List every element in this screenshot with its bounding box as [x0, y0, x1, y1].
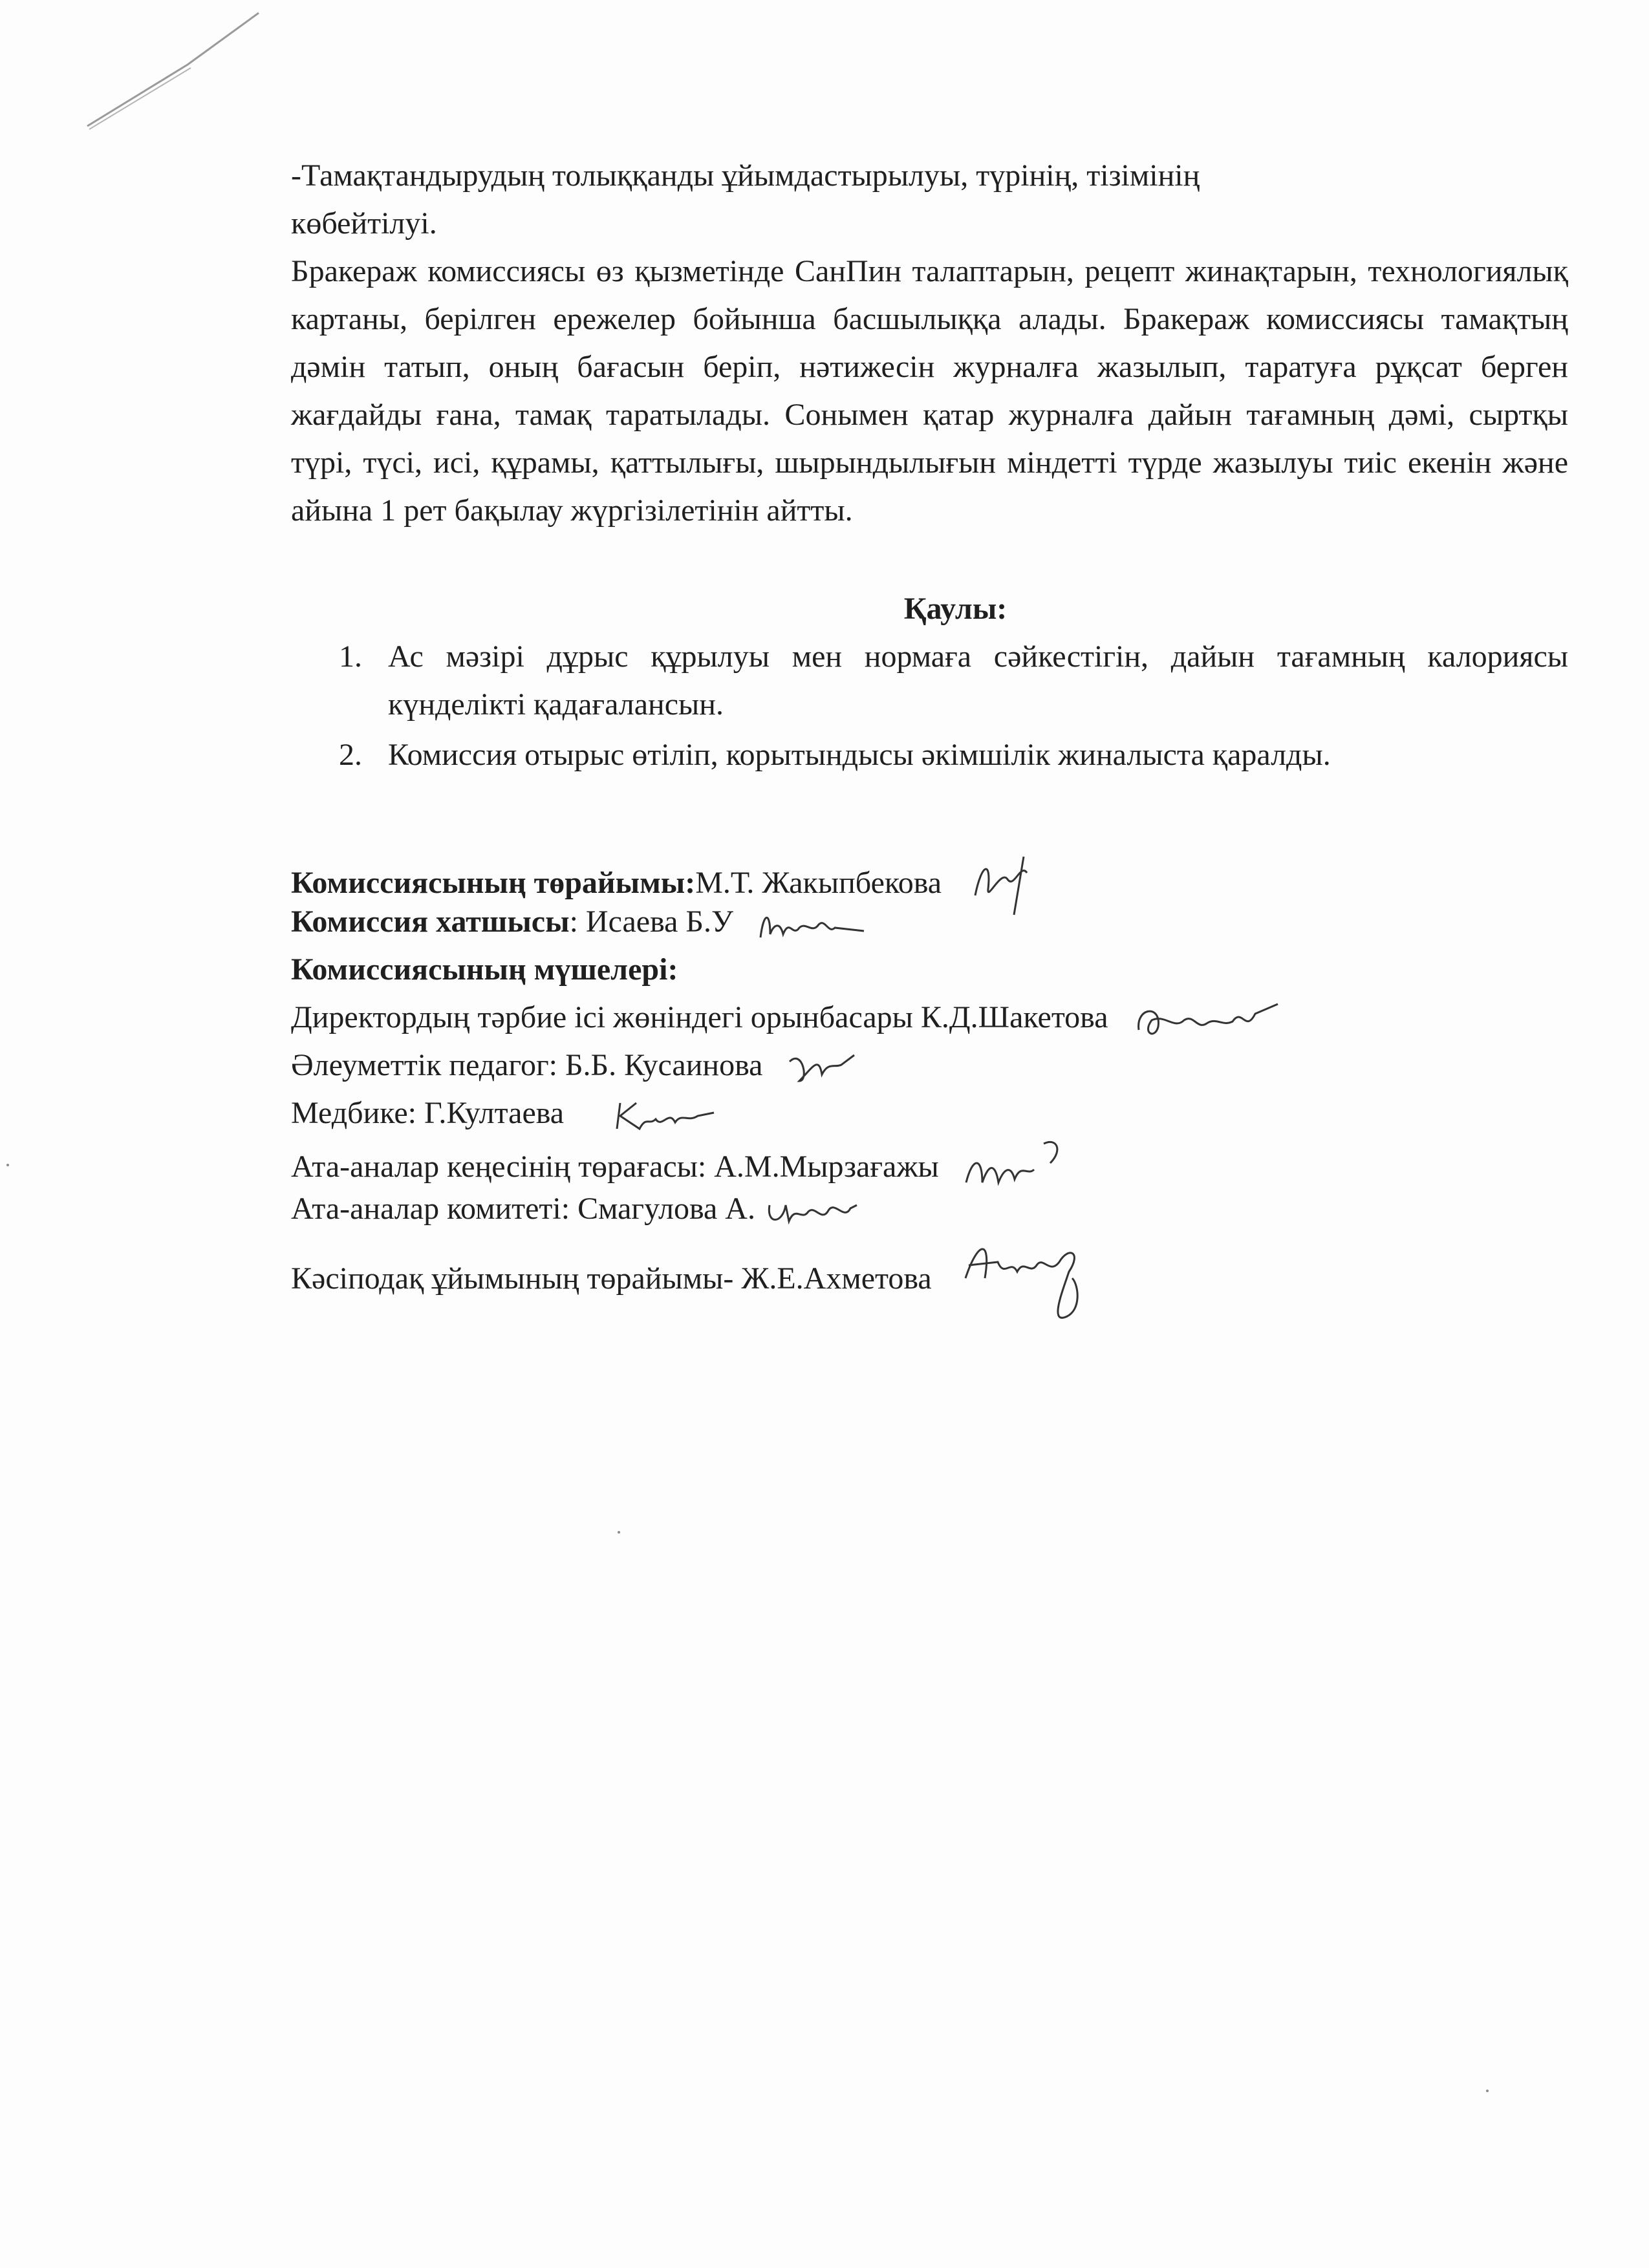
- member-signature: [953, 1233, 1101, 1330]
- members-label-line: [291, 946, 1568, 994]
- chair-label: Комиссиясының төрайымы:: [291, 866, 696, 901]
- secretary-label: Комиссия хатшысы: [291, 904, 570, 939]
- intro-line-2: көбейтілуі.: [291, 206, 437, 241]
- member-text: Кәсіподақ ұйымының төрайымы- Ж.Е.Ахметова: [291, 1261, 932, 1296]
- member-line: [291, 1089, 1568, 1137]
- document-body: [291, 152, 1568, 1296]
- member-text: Әлеуметтік педагог: Б.Б. Кусаинова: [291, 1048, 763, 1082]
- members-label: Комиссиясының мүшелері:: [291, 952, 678, 987]
- decision-item: [291, 633, 1568, 729]
- member-line: [291, 994, 1568, 1042]
- member-text: Ата-аналар кеңесінің төрағасы: А.М.Мырзағажы: [291, 1150, 939, 1184]
- member-text: Директордың тәрбие ісі жөніндегі орынбасары К.Д.Шакетова: [291, 1000, 1108, 1034]
- member-text: Ата-аналар комитеті: Смагулова А.: [291, 1192, 755, 1226]
- member-signature: [783, 1042, 861, 1094]
- scan-speck: [6, 1164, 9, 1166]
- intro-line-1: -Тамақтандырудың толыққанды ұйымдастырылуы, түрінің, тізімінің: [291, 158, 1200, 193]
- signature-block: [291, 850, 1568, 1296]
- member-signature: [610, 1090, 720, 1142]
- decision-item-number: 2.: [339, 738, 362, 772]
- chair-line: [291, 850, 1568, 901]
- decision-item-text: Ас мәзірі дұрыс құрылуы мен нормаға сәйкестігін, дайын тағамның калориясы күнделікті қадағалансын.: [388, 639, 1568, 722]
- scan-speck: [618, 1531, 620, 1534]
- member-signature: [763, 1186, 860, 1237]
- member-line: [291, 1185, 1568, 1233]
- decision-list: [291, 633, 1568, 779]
- decision-item: [291, 731, 1568, 779]
- member-line: [291, 1233, 1568, 1296]
- decision-item-number: 1.: [339, 639, 362, 674]
- chair-name: М.Т. Жакыпбекова: [695, 866, 942, 901]
- scan-speck: [1486, 2090, 1489, 2092]
- member-line: [291, 1042, 1568, 1089]
- main-paragraph: Бракераж комиссиясы өз қызметінде СанПин талаптарын, рецепт жинақтарын, технологиялық картаны, берілген ережелер бойынша басшылыққа алады. Бракераж комиссиясы тамақтың дәмін татып, оның бағасын беріп, нәтижесін журналға жазылып, таратуға рұқсат берген жағдайды ғана, тамақ таратылады. Сонымен қатар журналға дайын тағамның дәмі, сыртқы түрі, түсі, исі, құрамы, қаттылығы, шырындылығын міндетті түрде жазылуы тиіс екенін және айына 1 рет бақылау жүргізілетінін айтты.: [291, 254, 1568, 528]
- decision-item-text: Комиссия отырыс өтіліп, корытындысы әкімшілік жиналыста қаралды.: [388, 738, 1331, 772]
- member-line: [291, 1137, 1568, 1185]
- decision-title: Қаулы:: [903, 592, 1008, 626]
- member-signature: [1129, 994, 1284, 1046]
- scan-artifact-mark: [84, 6, 278, 136]
- secretary-name: : Исаева Б.У: [569, 904, 733, 939]
- member-text: Медбике: Г.Култаева: [291, 1096, 565, 1130]
- secretary-line: [291, 898, 1568, 946]
- secretary-signature: [754, 899, 870, 950]
